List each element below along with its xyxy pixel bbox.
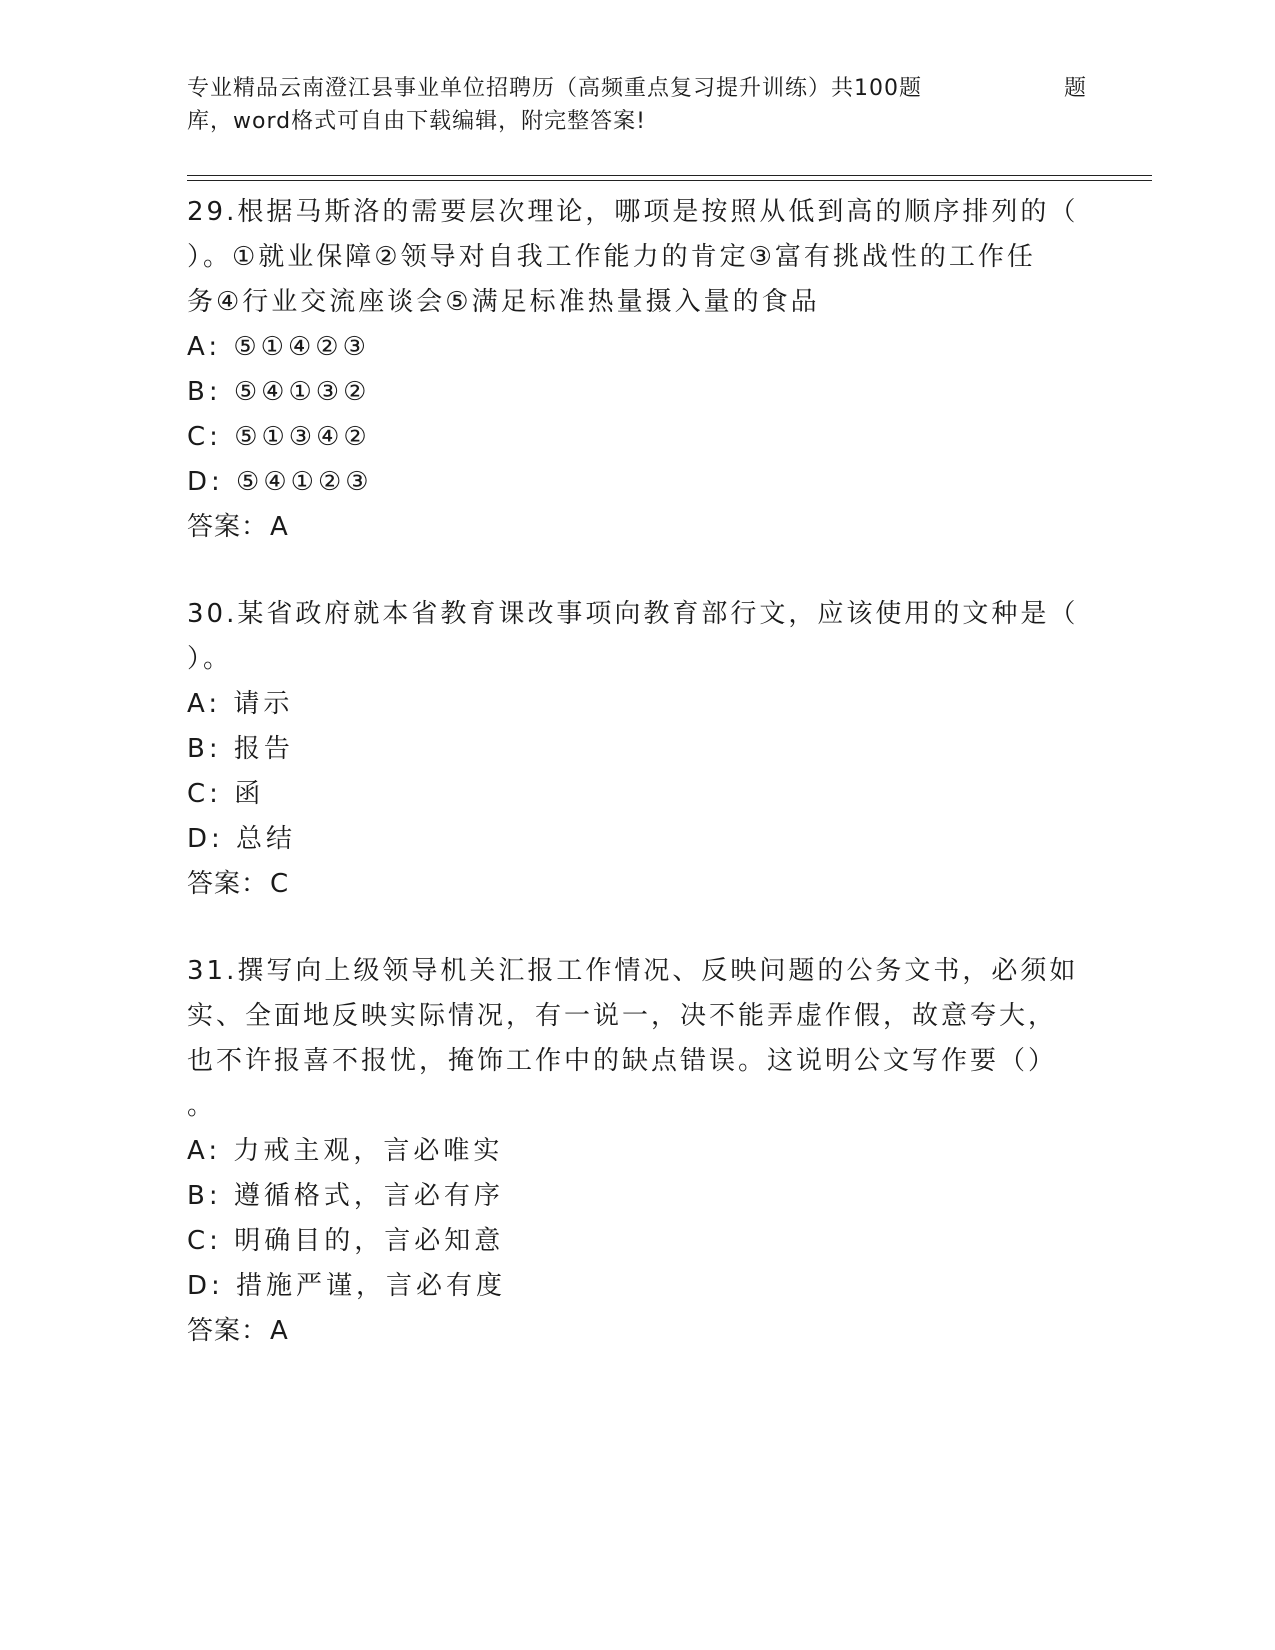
answer-value: C (270, 869, 290, 899)
answer-label: 答案： (187, 869, 269, 899)
option-label: C: (187, 779, 222, 809)
answer-value: A (270, 512, 289, 542)
header-title-tail: 题 (1063, 76, 1087, 101)
option-text: 总结 (236, 824, 297, 854)
option-label: A: (187, 1136, 222, 1166)
answer-label: 答案： (187, 512, 269, 542)
question-stem-line: 实、全面地反映实际情况，有一说一，决不能弄虚作假，故意夸大， (187, 1001, 1058, 1031)
option-a (187, 682, 1107, 727)
option-text: ⑤①③④② (234, 422, 371, 452)
option-c (187, 1219, 1107, 1264)
option-label: B: (187, 734, 222, 764)
option-d (187, 817, 1107, 862)
option-b (187, 370, 1107, 415)
answer-line (187, 505, 1107, 550)
question-30 (187, 592, 1107, 907)
option-label: C: (187, 1226, 222, 1256)
option-text: 措施严谨，言必有度 (236, 1271, 507, 1301)
question-stem-line: 。 (187, 1091, 217, 1121)
option-d (187, 460, 1107, 505)
question-29 (187, 190, 1107, 550)
answer-line (187, 862, 1107, 907)
question-stem-line: 也不许报喜不报忧，掩饰工作中的缺点错误。这说明公文写作要（） (187, 1046, 1058, 1076)
option-d (187, 1264, 1107, 1309)
option-b (187, 727, 1107, 772)
header-line-1 (187, 72, 1087, 105)
question-stem-line: ）。①就业保障②领导对自我工作能力的肯定③富有挑战性的工作任 (187, 242, 1036, 272)
option-text: ⑤④①②③ (236, 467, 373, 497)
answer-label: 答案： (187, 1316, 269, 1346)
option-text: 遵循格式，言必有序 (233, 1181, 504, 1211)
option-label: B: (187, 1181, 222, 1211)
option-b (187, 1174, 1107, 1219)
option-label: D: (187, 824, 224, 854)
option-label: D: (187, 1271, 224, 1301)
option-text: ⑤①④②③ (233, 332, 370, 362)
header-title: 专业精品云南澄江县事业单位招聘历（高频重点复习提升训练）共100题 (187, 76, 922, 101)
option-text: 请示 (233, 689, 294, 719)
option-text: 明确目的，言必知意 (234, 1226, 505, 1256)
header-divider-bottom (187, 180, 1152, 181)
option-text: 力戒主观，言必唯实 (233, 1136, 504, 1166)
option-a (187, 325, 1107, 370)
option-text: ⑤④①③② (233, 377, 371, 407)
option-label: A: (187, 689, 222, 719)
question-31 (187, 949, 1107, 1354)
question-stem-line: 务④行业交流座谈会⑤满足标准热量摄入量的食品 (187, 287, 820, 317)
question-stem-line: ）。 (187, 644, 233, 674)
header-line-2: 库，word格式可自由下载编辑，附完整答案! (187, 109, 646, 134)
header-divider-top (187, 175, 1152, 176)
document-header (187, 72, 1087, 138)
question-stem-line: 30.某省政府就本省教育课改事项向教育部行文，应该使用的文种是（ (187, 599, 1079, 629)
option-label: A: (187, 332, 222, 362)
option-label: C: (187, 422, 222, 452)
option-c (187, 415, 1107, 460)
option-label: B: (187, 377, 222, 407)
question-stem-line: 31.撰写向上级领导机关汇报工作情况、反映问题的公务文书，必须如 (187, 956, 1079, 986)
option-text: 报告 (233, 734, 294, 764)
question-stem-line: 29.根据马斯洛的需要层次理论，哪项是按照从低到高的顺序排列的（ (187, 197, 1079, 227)
answer-line (187, 1309, 1107, 1354)
question-list (187, 190, 1107, 1396)
option-c (187, 772, 1107, 817)
option-text: 函 (234, 779, 265, 809)
option-label: D: (187, 467, 224, 497)
answer-value: A (270, 1316, 289, 1346)
option-a (187, 1129, 1107, 1174)
